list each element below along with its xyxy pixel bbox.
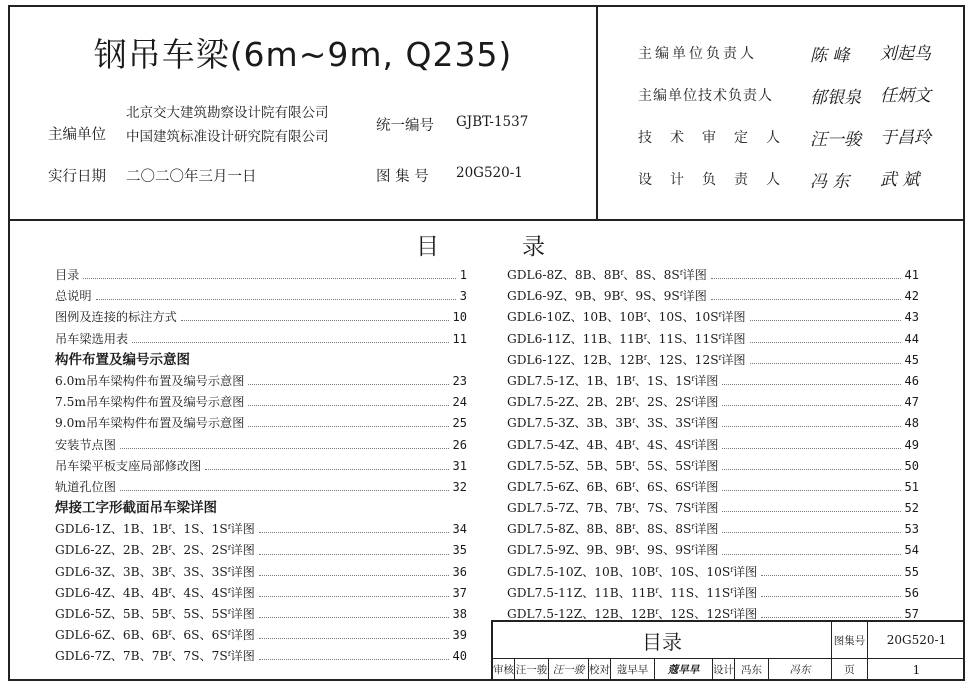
- signature-name-1a: 陈 峰: [810, 46, 850, 66]
- toc-entry-page: 51: [904, 479, 919, 494]
- toc-entry: [507, 392, 919, 413]
- toc-entry: [55, 519, 467, 540]
- toc-entry-text: GDL7.5-8Z、8B、8Bᶠ、8S、8Sᶠ详图: [507, 522, 719, 537]
- toc-entry: [507, 498, 919, 519]
- toc-entry-page: 10: [452, 310, 467, 325]
- toc-entry: [507, 329, 919, 350]
- toc-leader-dots: [259, 617, 449, 618]
- toc-left-column: [55, 265, 467, 668]
- toc-entry: [55, 604, 467, 625]
- title-block-atlas-number: 20G520-1: [886, 633, 947, 647]
- toc-entry-page: 47: [904, 395, 919, 410]
- signature-role-1: 主编单位负责人: [638, 46, 757, 62]
- toc-entry: [55, 477, 467, 498]
- toc-leader-dots: [711, 299, 901, 300]
- toc-right-column: [507, 265, 919, 625]
- toc-leader-dots: [248, 426, 448, 427]
- toc-entry-page: 55: [904, 564, 919, 579]
- toc-entry-page: 34: [452, 522, 467, 537]
- toc-entry: [507, 583, 919, 604]
- signature-name-2b: 任炳文: [880, 86, 931, 106]
- toc-entry-text: 构件布置及编号示意图: [55, 351, 190, 368]
- toc-entry-text: 总说明: [55, 289, 92, 304]
- toc-entry-text: GDL7.5-9Z、9B、9Bᶠ、9S、9Sᶠ详图: [507, 543, 719, 558]
- toc-entry-page: 24: [452, 395, 467, 410]
- toc-entry: [55, 265, 467, 286]
- toc-entry-page: 44: [904, 331, 919, 346]
- toc-entry-page: 39: [452, 628, 467, 643]
- atlas-number: 20G520-1: [456, 165, 523, 181]
- toc-entry: [507, 265, 919, 286]
- toc-entry-text: GDL7.5-10Z、10B、10Bᶠ、10S、10Sᶠ详图: [507, 564, 758, 579]
- toc-entry-page: 37: [452, 585, 467, 600]
- signature-name-4a: 冯 东: [810, 172, 850, 192]
- toc-entry: [55, 307, 467, 328]
- toc-entry-text: GDL6-4Z、4B、4Bᶠ、4S、4Sᶠ详图: [55, 585, 255, 600]
- atlas-title: 钢吊车梁(6m~9m, Q235): [93, 35, 513, 74]
- signature-name-3b: 于昌玲: [880, 128, 931, 148]
- toc-entry-text: GDL6-9Z、9B、9Bᶠ、9S、9Sᶠ详图: [507, 289, 707, 304]
- toc-entry-page: 53: [904, 522, 919, 537]
- toc-section-heading: [55, 498, 467, 519]
- toc-leader-dots: [761, 617, 900, 618]
- toc-entry-page: 54: [904, 543, 919, 558]
- designer-signature: 冯东: [769, 658, 832, 681]
- signature-name-1b: 刘起鸟: [880, 44, 931, 64]
- toc-entry: [55, 392, 467, 413]
- page-label: 页: [832, 658, 868, 681]
- toc-leader-dots: [259, 638, 449, 639]
- design-label: 设计: [713, 658, 735, 681]
- toc-entry-page: 46: [904, 373, 919, 388]
- toc-entry: [55, 625, 467, 646]
- toc-title-left: 目: [416, 234, 439, 260]
- toc-entry-text: 6.0m吊车梁构件布置及编号示意图: [55, 373, 245, 388]
- toc-entry: [507, 562, 919, 583]
- toc-leader-dots: [722, 511, 900, 512]
- toc-entry-page: 48: [904, 416, 919, 431]
- toc-title-right: 录: [522, 234, 545, 260]
- signature-role-3: 技术审定人: [638, 130, 798, 146]
- toc-entry: [507, 456, 919, 477]
- toc-entry-text: GDL6-11Z、11B、11Bᶠ、11S、11Sᶠ详图: [507, 331, 746, 346]
- toc-entry-page: 11: [452, 331, 467, 346]
- toc-entry-page: 57: [904, 607, 919, 621]
- toc-leader-dots: [750, 320, 901, 321]
- toc-entry: [507, 477, 919, 498]
- toc-entry-page: 52: [904, 501, 919, 516]
- toc-leader-dots: [248, 405, 448, 406]
- toc-leader-dots: [259, 532, 449, 533]
- toc-entry-page: 3: [459, 289, 467, 304]
- toc-entry-text: GDL7.5-7Z、7B、7Bᶠ、7S、7Sᶠ详图: [507, 501, 719, 516]
- toc-entry-page: 40: [452, 649, 467, 664]
- editor-unit-label: 主编单位: [48, 127, 106, 143]
- toc-entry: [55, 286, 467, 307]
- toc-entry-text: 安装节点图: [55, 437, 116, 452]
- signature-name-3a: 汪一骏: [810, 130, 861, 150]
- toc-leader-dots: [711, 278, 901, 279]
- signature-panel: [598, 5, 965, 221]
- toc-entry: [55, 456, 467, 477]
- toc-entry-page: 36: [452, 564, 467, 579]
- effective-date-label: 实行日期: [48, 169, 106, 185]
- toc-leader-dots: [259, 575, 449, 576]
- toc-entry-text: GDL7.5-4Z、4B、4Bᶠ、4S、4Sᶠ详图: [507, 437, 719, 452]
- toc-entry-text: GDL6-2Z、2B、2Bᶠ、2S、2Sᶠ详图: [55, 543, 255, 558]
- toc-entry: [55, 646, 467, 667]
- toc-entry-page: 42: [904, 289, 919, 304]
- toc-entry: [507, 413, 919, 434]
- toc-leader-dots: [120, 448, 449, 449]
- toc-entry: [55, 413, 467, 434]
- reviewer-signature: 汪一骏: [549, 658, 589, 681]
- toc-leader-dots: [750, 342, 901, 343]
- designer-name: 冯东: [735, 658, 769, 681]
- toc-entry-page: 26: [452, 437, 467, 452]
- unified-number: GJBT-1537: [456, 114, 529, 130]
- toc-entry-text: GDL6-5Z、5B、5Bᶠ、5S、5Sᶠ详图: [55, 607, 255, 621]
- toc-entry: [55, 562, 467, 583]
- toc-leader-dots: [722, 384, 900, 385]
- toc-entry-text: GDL7.5-12Z、12B、12Bᶠ、12S、12Sᶠ详图: [507, 607, 758, 621]
- toc-entry-page: 23: [452, 373, 467, 388]
- toc-entry-text: GDL7.5-1Z、1B、1Bᶠ、1S、1Sᶠ详图: [507, 373, 719, 388]
- signature-role-2: 主编单位技术负责人: [638, 88, 773, 104]
- signature-name-2a: 郁银泉: [810, 88, 861, 108]
- toc-leader-dots: [181, 320, 449, 321]
- toc-entry: [55, 371, 467, 392]
- toc-entry-page: 32: [452, 479, 467, 494]
- toc-entry-text: GDL6-3Z、3B、3Bᶠ、3S、3Sᶠ详图: [55, 564, 255, 579]
- toc-entry-text: GDL7.5-5Z、5B、5Bᶠ、5S、5Sᶠ详图: [507, 458, 719, 473]
- toc-entry: [55, 583, 467, 604]
- editor-unit-line-1: 北京交大建筑勘察设计院有限公司: [126, 105, 329, 121]
- toc-entry-page: 45: [904, 352, 919, 367]
- toc-leader-dots: [722, 532, 900, 533]
- toc-leader-dots: [259, 659, 449, 660]
- toc-leader-dots: [722, 469, 900, 470]
- effective-date: 二〇二〇年三月一日: [126, 169, 257, 185]
- toc-entry: [55, 540, 467, 561]
- toc-section-heading: [55, 350, 467, 371]
- checker-signature: 蔻早早: [655, 658, 713, 681]
- title-block-title: 目录: [493, 622, 832, 658]
- toc-entry: [507, 307, 919, 328]
- toc-entry-page: 50: [904, 458, 919, 473]
- toc-leader-dots: [722, 426, 900, 427]
- toc-leader-dots: [761, 596, 900, 597]
- reviewer-name: 汪一骏: [515, 658, 549, 681]
- toc-entry-text: 图例及连接的标注方式: [55, 310, 177, 325]
- toc-entry-text: GDL6-1Z、1B、1Bᶠ、1S、1Sᶠ详图: [55, 522, 255, 537]
- toc-entry-page: 49: [904, 437, 919, 452]
- toc-entry: [507, 350, 919, 371]
- toc-entry-text: 轨道孔位图: [55, 479, 116, 494]
- toc-entry-text: 焊接工字形截面吊车梁详图: [55, 500, 217, 517]
- page-number: 1: [912, 662, 921, 677]
- toc-entry: [55, 435, 467, 456]
- toc-entry-text: 目录: [55, 268, 80, 282]
- toc-entry-text: GDL6-7Z、7B、7Bᶠ、7S、7Sᶠ详图: [55, 649, 255, 664]
- toc-leader-dots: [259, 554, 449, 555]
- atlas-number-label: 图 集 号: [376, 169, 429, 185]
- toc-entry-text: GDL6-10Z、10B、10Bᶠ、10S、10Sᶠ详图: [507, 310, 746, 325]
- header-info-panel: [8, 5, 598, 221]
- toc-entry-text: 吊车梁平板支座局部修改图: [55, 458, 202, 473]
- toc-entry-text: GDL6-12Z、12B、12Bᶠ、12S、12Sᶠ详图: [507, 352, 746, 367]
- checker-name: 蔻早早: [611, 658, 655, 681]
- unified-number-label: 统一编号: [376, 118, 434, 134]
- toc-leader-dots: [722, 448, 900, 449]
- review-label: 审核: [493, 658, 515, 681]
- toc-entry: [55, 329, 467, 350]
- toc-leader-dots: [132, 342, 448, 343]
- toc-leader-dots: [722, 554, 900, 555]
- toc-entry-page: 1: [459, 268, 467, 282]
- toc-entry-text: 9.0m吊车梁构件布置及编号示意图: [55, 416, 245, 431]
- toc-entry: [507, 286, 919, 307]
- toc-entry-text: GDL7.5-3Z、3B、3Bᶠ、3S、3Sᶠ详图: [507, 416, 719, 431]
- editor-unit-line-2: 中国建筑标准设计研究院有限公司: [126, 129, 329, 145]
- toc-entry-page: 31: [452, 458, 467, 473]
- toc-entry-text: GDL7.5-6Z、6B、6Bᶠ、6S、6Sᶠ详图: [507, 479, 719, 494]
- toc-entry: [507, 540, 919, 561]
- toc-leader-dots: [205, 469, 448, 470]
- toc-leader-dots: [259, 596, 449, 597]
- toc-entry: [507, 371, 919, 392]
- toc-leader-dots: [248, 384, 448, 385]
- toc-entry: [507, 519, 919, 540]
- title-block-atlas-label: 图集号: [832, 622, 868, 658]
- toc-entry-page: 56: [904, 585, 919, 600]
- toc-entry-text: GDL7.5-11Z、11B、11Bᶠ、11S、11Sᶠ详图: [507, 585, 758, 600]
- toc-leader-dots: [83, 278, 455, 279]
- toc-entry-page: 35: [452, 543, 467, 558]
- toc-entry-text: GDL6-8Z、8B、8Bᶠ、8S、8Sᶠ详图: [507, 268, 707, 282]
- signature-role-4: 设计负责人: [638, 172, 798, 188]
- toc-leader-dots: [120, 490, 449, 491]
- toc-entry-page: 41: [904, 268, 919, 282]
- toc-leader-dots: [96, 299, 456, 300]
- signature-name-4b: 武 斌: [880, 170, 920, 190]
- toc-leader-dots: [722, 405, 900, 406]
- check-label: 校对: [589, 658, 611, 681]
- toc-leader-dots: [750, 363, 901, 364]
- toc-entry-text: 吊车梁选用表: [55, 331, 129, 346]
- toc-entry-page: 43: [904, 310, 919, 325]
- toc-entry-text: 7.5m吊车梁构件布置及编号示意图: [55, 395, 245, 410]
- toc-entry-page: 25: [452, 416, 467, 431]
- toc-entry-text: GDL7.5-2Z、2B、2Bᶠ、2S、2Sᶠ详图: [507, 395, 719, 410]
- toc-entry-text: GDL6-6Z、6B、6Bᶠ、6S、6Sᶠ详图: [55, 628, 255, 643]
- toc-entry-page: 38: [452, 607, 467, 621]
- toc-leader-dots: [722, 490, 900, 491]
- toc-entry: [507, 435, 919, 456]
- title-block: [491, 620, 965, 681]
- toc-leader-dots: [761, 575, 900, 576]
